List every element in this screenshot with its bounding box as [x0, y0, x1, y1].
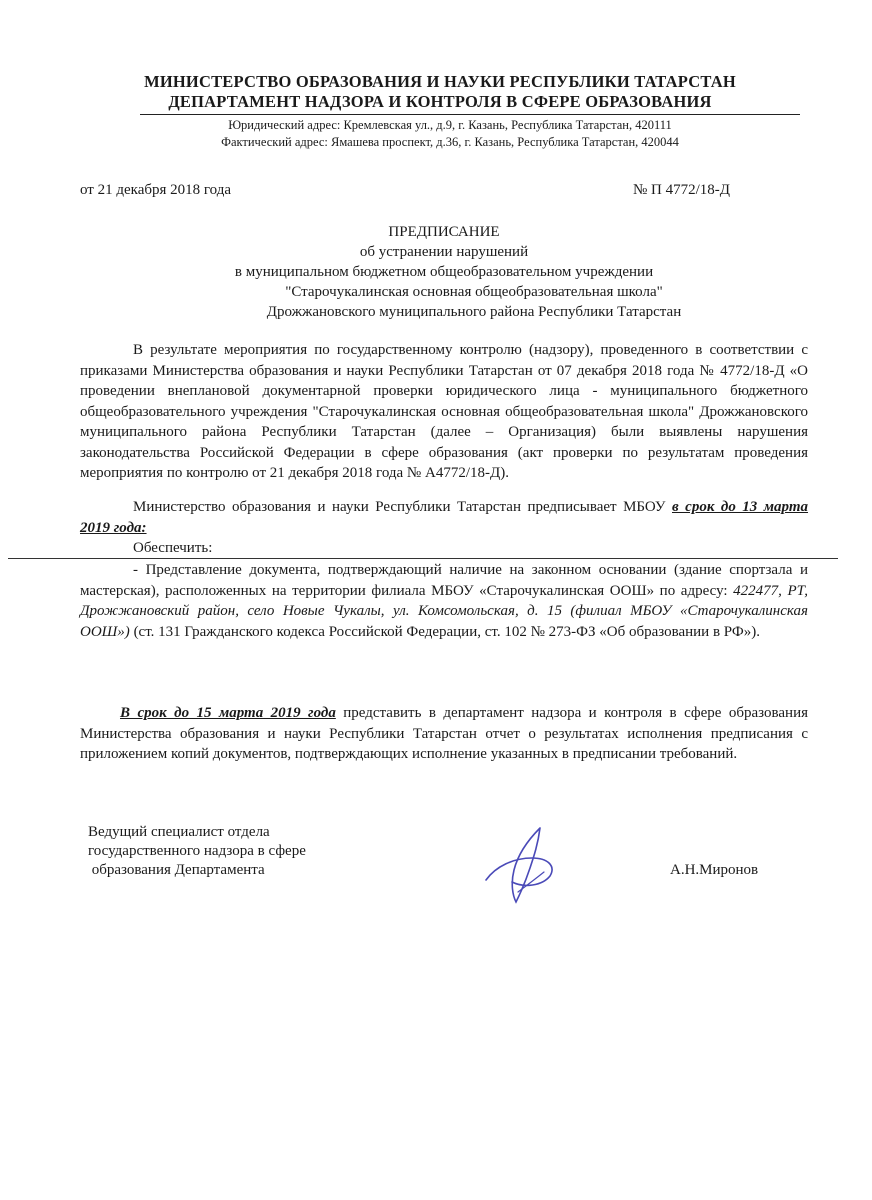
legal-address: Юридический адрес: Кремлевская ул., д.9, г. Казань, Республика Татарстан, 420111 — [228, 118, 672, 132]
document-date: от 21 декабря 2018 года — [80, 182, 232, 198]
requirement-address: 422477, РТ, Дрожжановский район, село Новые Чукалы, ул. Комсомольская, д. 15 (филиал МБОУ «Старочукалинская ООШ») — [80, 582, 808, 640]
document-number: № П 4772/18-Д — [633, 182, 731, 198]
department-title: ДЕПАРТАМЕНТ НАДЗОРА И КОНТРОЛЯ В СФЕРЕ ОБРАЗОВАНИЯ — [168, 92, 712, 111]
ministry-title: МИНИСТЕРСТВО ОБРАЗОВАНИЯ И НАУКИ РЕСПУБЛИКИ ТАТАРСТАН — [144, 72, 736, 91]
signatory-position-1: Ведущий специалист отдела — [88, 824, 270, 840]
title-line-3: "Старочукалинская основная общеобразовательная школа" — [285, 284, 663, 300]
paragraph-findings: В результате мероприятия по государственному контролю (надзору), проведенного в соответствии с приказами Министерства образования и науки Республики Татарстан от 07 декабря 2018 года № 4772/18-Д «О проведении внеплановой документарной проверки юридического лица - муниципального бюджетного общеобразовательного учреждения "Старочукалинская основная общеобразовательная школа" Дрожжановского муниципального района Республики Татарстан (далее – Организация) были выявлены нарушения законодательства Российской Федерации в сфере образования (акт проверки по результатам проведения мероприятия по контролю от 21 декабря 2018 года № А4772/18-Д). — [80, 342, 808, 481]
order-text: Министерство образования и науки Республики Татарстан предписывает МБОУ — [133, 499, 672, 515]
signatory-name: А.Н.Миронов — [670, 862, 759, 878]
signatory-position-2: государственного надзора в сфере — [88, 843, 306, 859]
report-text: представить в департамент надзора и контроля в сфере образования Министерства образования и науки Республики Татарстан отчет о результатах исполнения предписания с приложением копий документов, подтверждающих исполнение указанных в предписании требований. — [80, 705, 809, 762]
order-deadline: в срок до 13 марта 2019 года: — [80, 499, 809, 536]
title-line-1: об устранении нарушений — [359, 244, 529, 260]
requirement-item — [80, 560, 808, 642]
handwritten-signature — [478, 822, 568, 907]
title-line-2: в муниципальном бюджетном общеобразовательном учреждении — [234, 264, 654, 280]
report-deadline: В срок до 15 марта 2019 года — [120, 705, 336, 721]
paragraph-order — [80, 497, 808, 538]
title-line-4: Дрожжановского муниципального района Республики Татарстан — [266, 304, 682, 320]
actual-address: Фактический адрес: Ямашева проспект, д.36, г. Казань, Республика Татарстан, 420044 — [221, 135, 679, 149]
header-divider — [140, 114, 800, 115]
document-title: ПРЕДПИСАНИЕ — [388, 224, 500, 240]
requirement-legal-basis: (ст. 131 Гражданского кодекса Российской Федерации, ст. 102 № 273-ФЗ «Об образовании в РФ»). — [129, 623, 760, 640]
requirement-text: - Представление документа, подтверждающий наличие на законном основании (здание спортзала и мастерская), расположенных на территории филиала МБОУ «Старочукалинская ООШ» по адресу: — [80, 562, 808, 599]
paragraph-report — [80, 703, 808, 765]
signatory-position-3: образования Департамента — [88, 862, 265, 878]
scan-line — [8, 558, 838, 559]
ensure-label: Обеспечить: — [133, 540, 213, 556]
